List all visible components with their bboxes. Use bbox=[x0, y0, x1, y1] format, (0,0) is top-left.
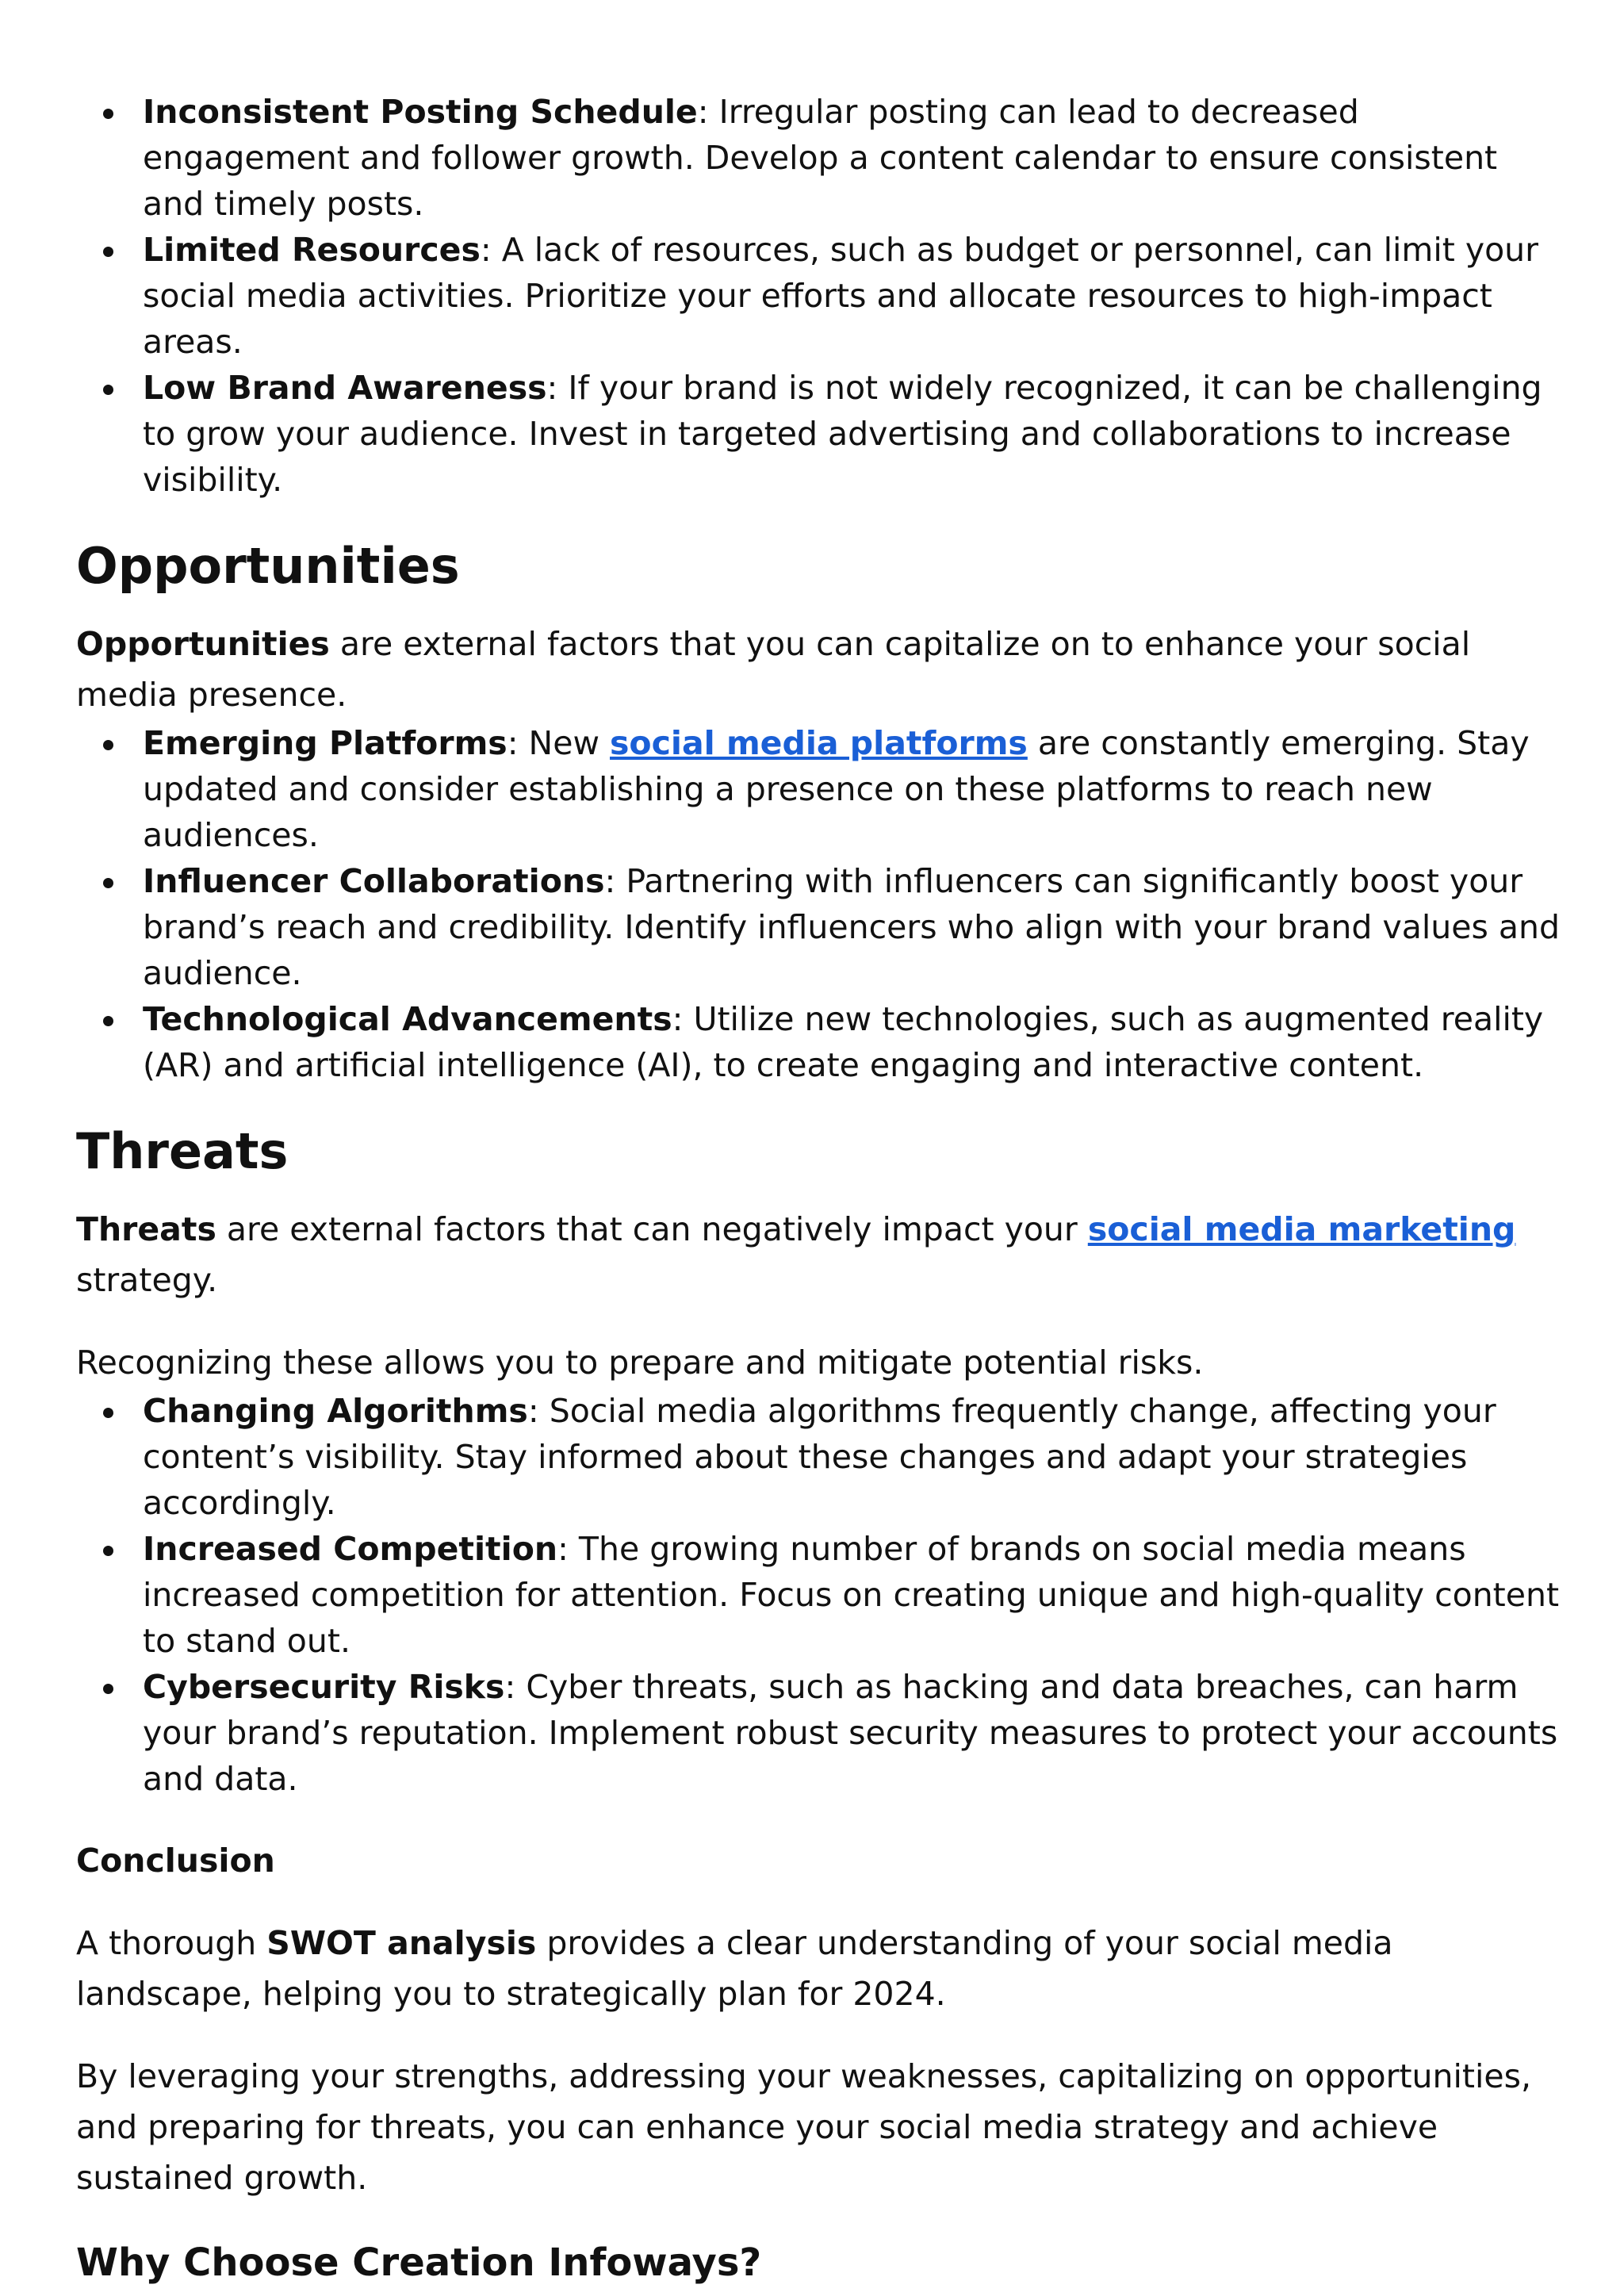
conclusion-heading: Conclusion bbox=[76, 1842, 275, 1880]
item-text: : Utilize new technologies, such as augmented reality (AR) and artificial intelligence (AI), to create engaging and interactive content. bbox=[143, 1000, 1544, 1084]
intro-text: are external factors that you can capitalize on to enhance your social media presence. bbox=[76, 625, 1471, 714]
opportunities-heading: Opportunities bbox=[76, 537, 460, 595]
list-item bbox=[76, 1664, 1567, 1802]
paragraph-text: A thorough bbox=[76, 1924, 267, 1962]
intro-bold: Opportunities bbox=[76, 625, 330, 663]
intro-text: are external factors that can negatively impact your bbox=[216, 1210, 1088, 1248]
item-text: : Social media algorithms frequently change, affecting your content’s visibility. Stay informed about these changes and adapt your strategies accordingly. bbox=[143, 1392, 1496, 1522]
list-item bbox=[76, 1526, 1567, 1664]
weaknesses-list bbox=[76, 89, 1567, 503]
threats-intro-2: Recognizing these allows you to prepare and mitigate potential risks. bbox=[76, 1343, 1204, 1382]
social-media-platforms-link[interactable]: social media platforms bbox=[610, 724, 1028, 762]
paragraph-text: provides a clear understanding of your social media landscape, helping you to strategically plan for 2024. bbox=[76, 1924, 1393, 2013]
list-item bbox=[76, 1388, 1567, 1526]
item-title: Technological Advancements bbox=[143, 1000, 672, 1038]
intro-text: strategy. bbox=[76, 1261, 218, 1299]
item-text: : Cyber threats, such as hacking and data breaches, can harm your brand’s reputation. Implement robust security measures to protect your accounts and data. bbox=[143, 1668, 1558, 1798]
item-text: : New bbox=[507, 724, 611, 762]
list-item bbox=[76, 365, 1567, 503]
list-item bbox=[76, 996, 1567, 1088]
threats-heading: Threats bbox=[76, 1122, 289, 1180]
opportunities-list bbox=[76, 720, 1567, 1088]
paragraph-bold: SWOT analysis bbox=[266, 1924, 537, 1962]
item-title: Emerging Platforms bbox=[143, 724, 508, 762]
item-title: Low Brand Awareness bbox=[143, 369, 547, 407]
item-text: : If your brand is not widely recognized, it can be challenging to grow your audience. Invest in targeted advertising and collaborations to increase visibility. bbox=[143, 369, 1542, 499]
why-choose-heading: Why Choose Creation Infoways? bbox=[76, 2240, 762, 2285]
list-item bbox=[76, 858, 1567, 996]
item-title: Inconsistent Posting Schedule bbox=[143, 93, 698, 131]
item-title: Changing Algorithms bbox=[143, 1392, 528, 1430]
item-text: : The growing number of brands on social media means increased competition for attention. Focus on creating unique and high-quality content to stand out. bbox=[143, 1530, 1560, 1660]
article-content bbox=[76, 89, 1567, 2287]
item-text: : Irregular posting can lead to decreased engagement and follower growth. Develop a content calendar to ensure consistent and timely posts. bbox=[143, 93, 1498, 223]
conclusion-paragraph-1 bbox=[76, 1918, 1567, 2019]
list-item bbox=[76, 227, 1567, 365]
item-title: Influencer Collaborations bbox=[143, 862, 605, 900]
threats-list bbox=[76, 1388, 1567, 1802]
list-item bbox=[76, 89, 1567, 227]
item-text: : A lack of resources, such as budget or personnel, can limit your social media activities. Prioritize your efforts and allocate resources to high-impact areas. bbox=[143, 231, 1539, 361]
intro-bold: Threats bbox=[76, 1210, 216, 1248]
item-text: are constantly emerging. Stay updated and consider establishing a presence on these platforms to reach new audiences. bbox=[143, 724, 1530, 854]
item-text: : Partnering with influencers can significantly boost your brand’s reach and credibility. Identify influencers who align with your brand values and audience. bbox=[143, 862, 1560, 992]
conclusion-paragraph-2: By leveraging your strengths, addressing your weaknesses, capitalizing on opportunities, and preparing for threats, you can enhance your social media strategy and achieve sustained growth. bbox=[76, 2057, 1531, 2197]
opportunities-intro bbox=[76, 619, 1567, 720]
item-title: Increased Competition bbox=[143, 1530, 558, 1568]
list-item bbox=[76, 720, 1567, 858]
item-title: Cybersecurity Risks bbox=[143, 1668, 505, 1706]
social-media-marketing-link[interactable]: social media marketing bbox=[1087, 1210, 1516, 1248]
threats-intro bbox=[76, 1204, 1567, 1305]
item-title: Limited Resources bbox=[143, 231, 481, 269]
